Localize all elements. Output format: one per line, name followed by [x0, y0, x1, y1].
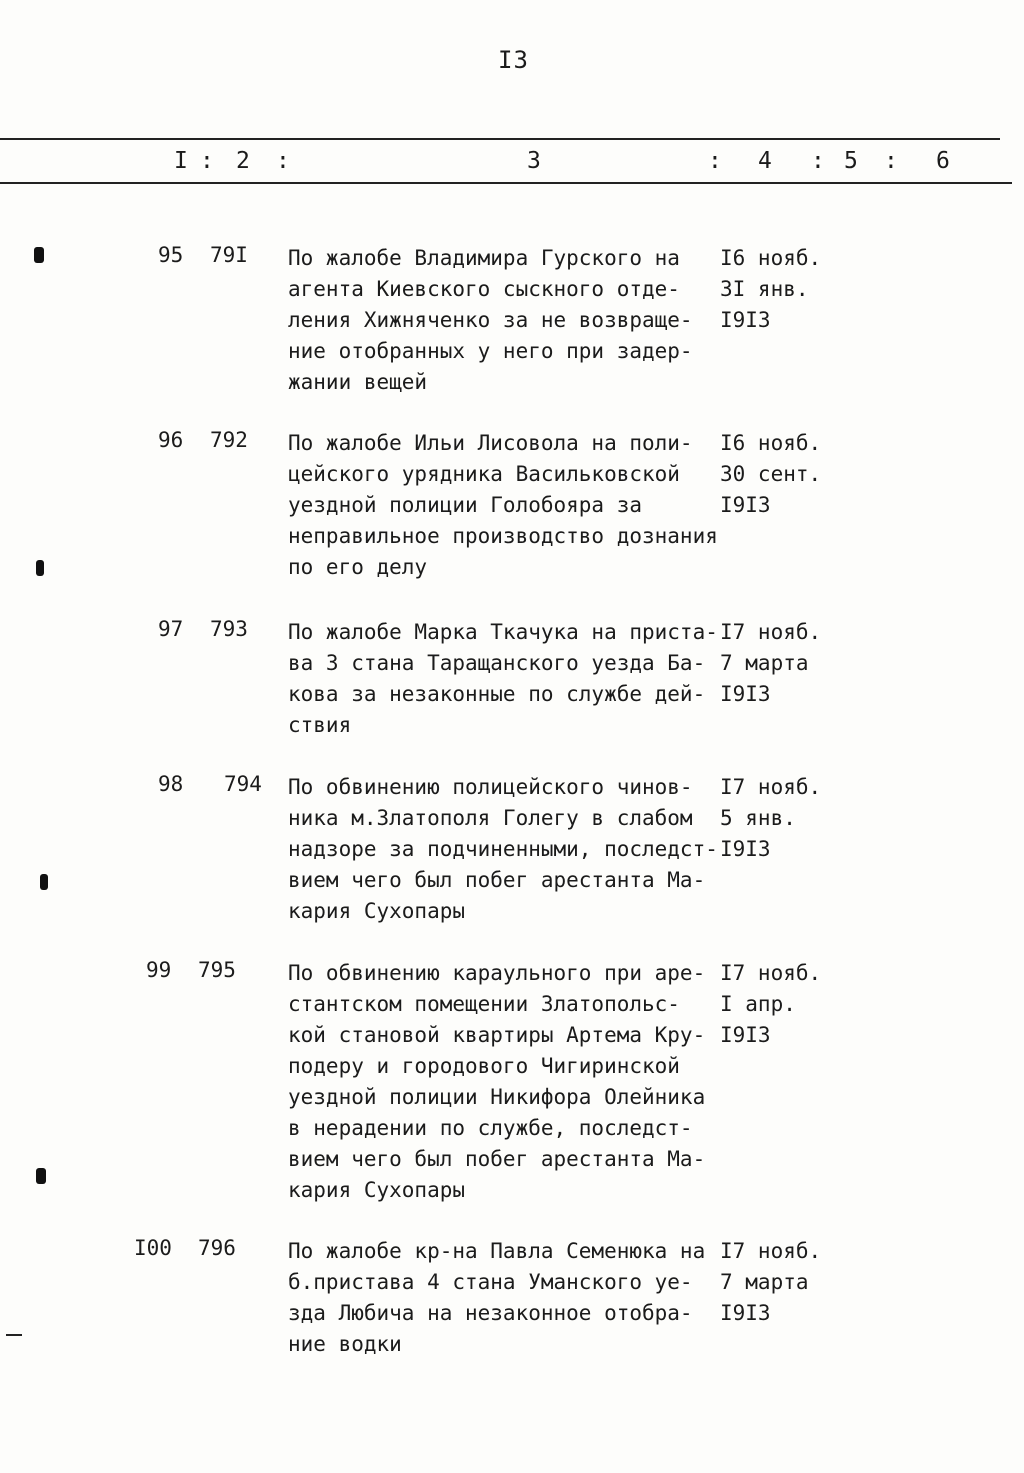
- description-line: уездной полиции Голобояра за: [288, 493, 643, 517]
- header-separator: :: [708, 148, 722, 174]
- description-line: ления Хижняченко за не возвраще-: [288, 308, 693, 332]
- description-line: надзоре за подчиненными, последст-: [288, 837, 718, 861]
- description-line: вием чего был побег арестанта Ма-: [288, 868, 706, 892]
- header-separator: :: [200, 148, 214, 174]
- record-description: [288, 958, 728, 1206]
- description-line: По обвинению полицейского чинов-: [288, 775, 693, 799]
- record-code: 794: [224, 772, 262, 796]
- year: I9I3: [720, 1301, 771, 1325]
- record-code: 792: [210, 428, 248, 452]
- header-top-rule: [0, 138, 1000, 140]
- year: I9I3: [720, 308, 771, 332]
- record-code: 795: [198, 958, 236, 982]
- record-code: 793: [210, 617, 248, 641]
- record-dates: [720, 428, 850, 521]
- record-description: [288, 428, 728, 583]
- description-line: уездной полиции Никифора Олейника: [288, 1085, 706, 1109]
- end-date: 7 марта: [720, 1270, 809, 1294]
- description-line: ние водки: [288, 1332, 402, 1356]
- page-number: I3: [498, 46, 529, 74]
- record-dates: [720, 617, 850, 710]
- header-bottom-rule: [0, 182, 1012, 184]
- start-date: I7 нояб.: [720, 620, 822, 644]
- header-col-4: 4: [758, 148, 772, 174]
- end-date: 5 янв.: [720, 806, 796, 830]
- record-dates: [720, 243, 850, 336]
- record-number: 97: [158, 617, 184, 641]
- header-col-2: 2: [236, 148, 250, 174]
- record-description: [288, 243, 728, 398]
- description-line: По жалобе Ильи Лисовола на поли-: [288, 431, 693, 455]
- description-line: ствия: [288, 713, 352, 737]
- record-description: [288, 617, 728, 741]
- description-line: По обвинению караульного при аре-: [288, 961, 706, 985]
- header-separator: :: [811, 148, 825, 174]
- record-dates: [720, 1236, 850, 1329]
- description-line: По жалобе кр-на Павла Семенюка на: [288, 1239, 706, 1263]
- end-date: I апр.: [720, 992, 796, 1016]
- year: I9I3: [720, 493, 771, 517]
- description-line: ва 3 стана Таращанского уезда Ба-: [288, 651, 706, 675]
- record-code: 79I: [210, 243, 248, 267]
- description-line: кова за незаконные по службе дей-: [288, 682, 706, 706]
- description-line: в нерадении по службе, последст-: [288, 1116, 693, 1140]
- description-line: вием чего был побег арестанта Ма-: [288, 1147, 706, 1171]
- binder-hole-mark: [36, 1168, 46, 1184]
- start-date: I7 нояб.: [720, 1239, 822, 1263]
- description-line: неправильное производство дознания: [288, 524, 718, 548]
- start-date: I6 нояб.: [720, 431, 822, 455]
- description-line: по его делу: [288, 555, 428, 579]
- description-line: По жалобе Владимира Гурского на: [288, 246, 680, 270]
- description-line: кария Сухопары: [288, 1178, 466, 1202]
- start-date: I7 нояб.: [720, 961, 822, 985]
- record-number: 95: [158, 243, 184, 267]
- description-line: ние отобранных у него при задер-: [288, 339, 693, 363]
- record-number: 99: [146, 958, 172, 982]
- end-date: 3I янв.: [720, 277, 809, 301]
- end-date: 7 марта: [720, 651, 809, 675]
- description-line: жании вещей: [288, 370, 428, 394]
- description-line: кой становой квартиры Артема Кру-: [288, 1023, 706, 1047]
- description-line: цейского урядника Васильковской: [288, 462, 680, 486]
- header-col-6: 6: [936, 148, 950, 174]
- record-dates: [720, 772, 850, 865]
- year: I9I3: [720, 837, 771, 861]
- binder-hole-mark: [40, 874, 48, 890]
- record-description: [288, 772, 728, 927]
- description-line: кария Сухопары: [288, 899, 466, 923]
- record-number: 98: [158, 772, 184, 796]
- record-number: I00: [134, 1236, 172, 1260]
- description-line: зда Любича на незаконное отобра-: [288, 1301, 693, 1325]
- end-date: 30 сент.: [720, 462, 822, 486]
- header-col-5: 5: [844, 148, 858, 174]
- header-col-3: 3: [527, 148, 541, 174]
- record-code: 796: [198, 1236, 236, 1260]
- header-separator: :: [276, 148, 290, 174]
- start-date: I6 нояб.: [720, 246, 822, 270]
- binder-hole-mark: [34, 247, 44, 263]
- description-line: подеру и городового Чигиринской: [288, 1054, 680, 1078]
- year: I9I3: [720, 682, 771, 706]
- header-col-1: I: [174, 148, 188, 174]
- column-header: [0, 148, 1024, 178]
- record-description: [288, 1236, 728, 1360]
- description-line: По жалобе Марка Ткачука на приста-: [288, 620, 718, 644]
- record-number: 96: [158, 428, 184, 452]
- description-line: ника м.Златополя Голегу в слабом: [288, 806, 693, 830]
- record-dates: [720, 958, 850, 1051]
- header-separator: :: [884, 148, 898, 174]
- start-date: I7 нояб.: [720, 775, 822, 799]
- margin-tick-mark: [6, 1334, 22, 1336]
- description-line: стантском помещении Златопольс-: [288, 992, 680, 1016]
- description-line: агента Киевского сыскного отде-: [288, 277, 680, 301]
- binder-hole-mark: [36, 560, 44, 576]
- description-line: б.пристава 4 стана Уманского уе-: [288, 1270, 693, 1294]
- year: I9I3: [720, 1023, 771, 1047]
